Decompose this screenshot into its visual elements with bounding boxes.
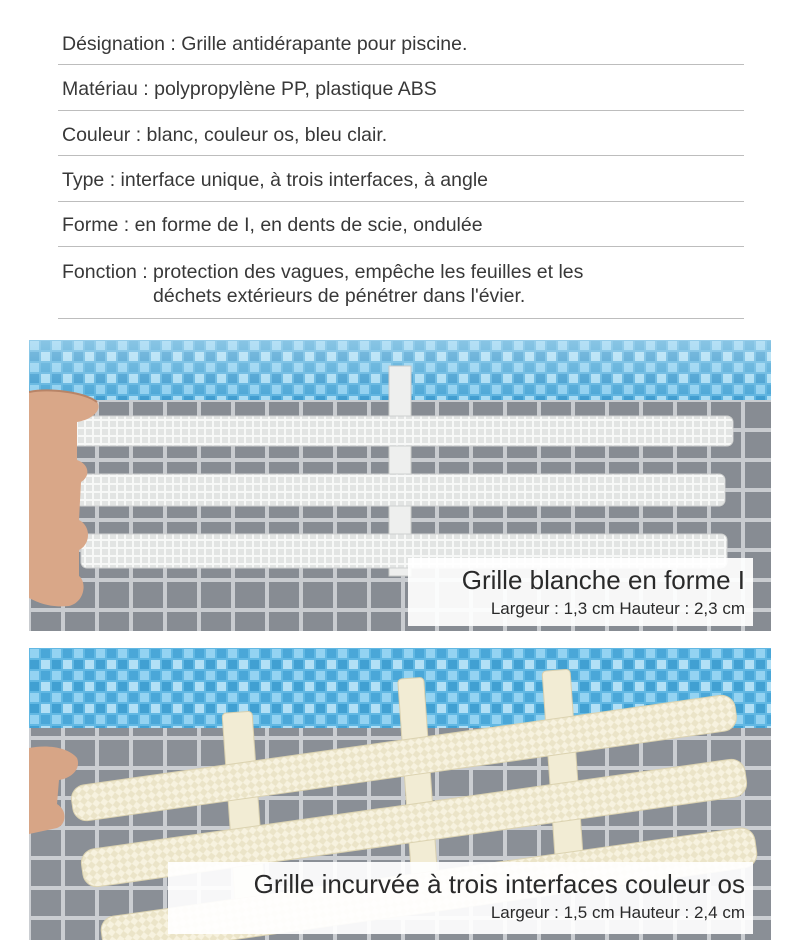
bone-grate-dims: Largeur : 1,5 cm Hauteur : 2,4 cm [490, 903, 745, 922]
white-grate-dims: Largeur : 1,3 cm Hauteur : 2,3 cm [490, 599, 745, 618]
spec-material: Matériau : polypropylène PP, plastique ABS [58, 65, 744, 111]
spec-type: Type : interface unique, à trois interfaces, à angle [58, 156, 744, 202]
bone-grate-title: Grille incurvée à trois interfaces couleur os [253, 869, 745, 899]
spec-function-text [153, 260, 583, 318]
caption-bone-grate [168, 862, 753, 934]
product-photo-bone-grate [29, 648, 771, 940]
spec-list [58, 20, 744, 319]
spec-function-line2: déchets extérieurs de pénétrer dans l'évier. [153, 285, 526, 307]
product-photo-white-grate [29, 340, 771, 631]
caption-white-grate [408, 558, 753, 626]
white-grate-title: Grille blanche en forme I [461, 565, 745, 595]
spec-designation: Désignation : Grille antidérapante pour piscine. [58, 20, 744, 65]
spec-function-line1: protection des vagues, empêche les feuilles et les [153, 261, 584, 283]
spec-function [58, 247, 744, 319]
spec-color: Couleur : blanc, couleur os, bleu clair. [58, 111, 744, 156]
spec-shape: Forme : en forme de I, en dents de scie, ondulée [58, 202, 744, 247]
spec-function-label: Fonction : [62, 261, 154, 283]
